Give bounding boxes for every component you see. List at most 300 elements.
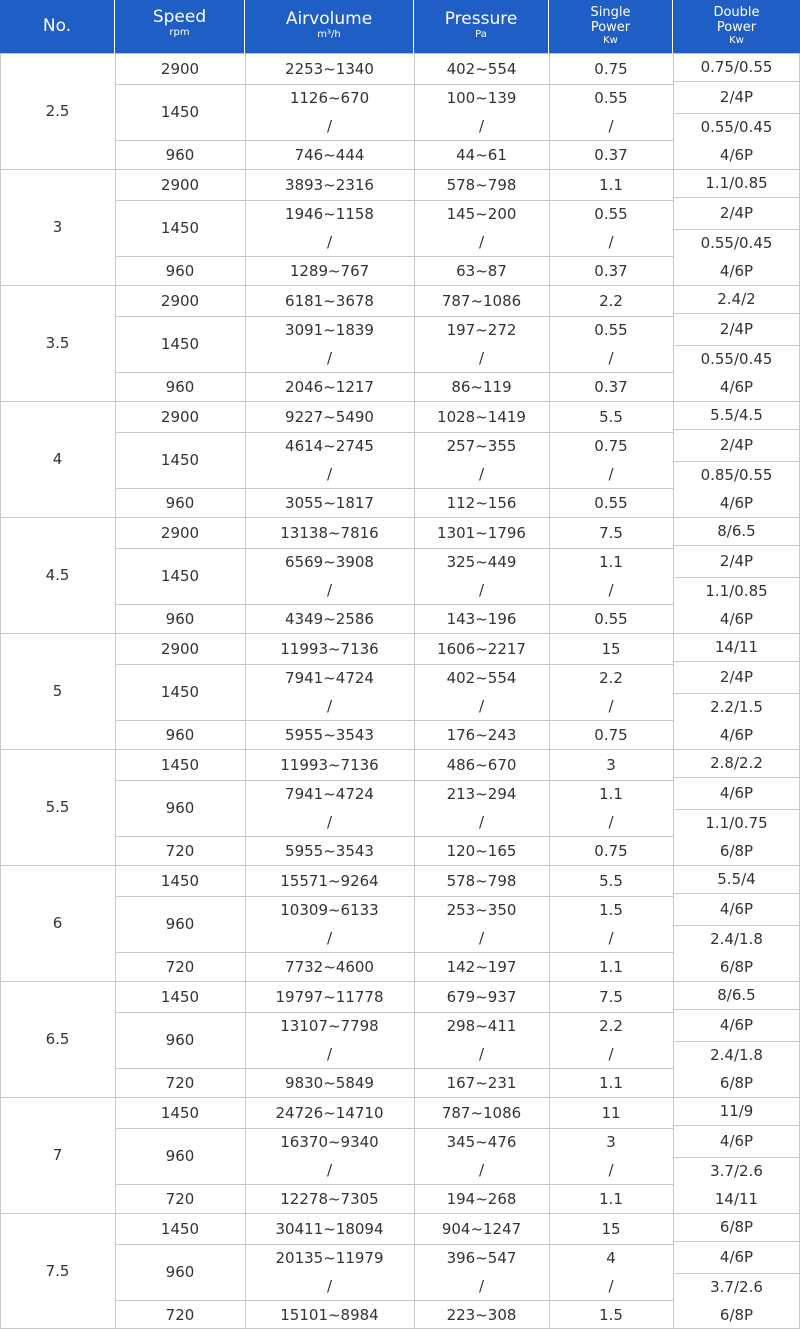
row-divider xyxy=(673,461,800,462)
row-divider xyxy=(115,1244,245,1245)
airvolume-value: 6181~3678 xyxy=(285,291,374,310)
airvolume-value: / xyxy=(326,349,333,367)
double-power-value: 4/6P xyxy=(719,1248,754,1266)
pressure-value: 213~294 xyxy=(446,785,517,803)
single-power-value: / xyxy=(608,929,614,947)
double-power-value: 6/8P xyxy=(719,1074,754,1092)
double-power-value: 4/6P xyxy=(719,1016,754,1034)
single-power-value: 0.75 xyxy=(594,437,628,455)
double-power-value: 6/8P xyxy=(719,842,754,860)
row-divider xyxy=(673,1041,800,1042)
group-number: 4.5 xyxy=(45,566,70,584)
row-divider xyxy=(673,1241,800,1242)
double-power-value: 8/6.5 xyxy=(717,522,756,540)
pressure-value: 325~449 xyxy=(446,553,517,571)
row-divider xyxy=(245,896,673,897)
row-divider xyxy=(115,604,245,605)
row-divider xyxy=(673,661,800,662)
pressure-value: 578~798 xyxy=(446,175,517,194)
pressure-value: 253~350 xyxy=(446,901,517,919)
speed-value: 2900 xyxy=(160,639,200,658)
speed-value: 1450 xyxy=(160,683,200,701)
row-divider xyxy=(245,1300,673,1301)
row-divider xyxy=(673,1009,800,1010)
single-power-value: 2.2 xyxy=(599,1017,623,1035)
pressure-value: 44~61 xyxy=(456,145,507,164)
speed-value: 1450 xyxy=(160,1219,200,1238)
single-power-value: 5.5 xyxy=(599,871,623,890)
single-power-value: 1.1 xyxy=(599,175,623,194)
row-divider xyxy=(115,432,245,433)
pressure-value: 1606~2217 xyxy=(437,639,526,658)
single-power-value: 1.1 xyxy=(599,553,623,571)
group-number: 3.5 xyxy=(45,334,70,352)
row-divider xyxy=(245,1068,673,1069)
double-power-value: 6/8P xyxy=(719,958,754,976)
row-divider xyxy=(115,1068,245,1069)
header-no-label: No. xyxy=(42,16,72,36)
group-number: 6 xyxy=(52,914,63,932)
row-divider xyxy=(673,229,800,230)
single-power-value: 5.5 xyxy=(599,407,623,426)
airvolume-value: 13107~7798 xyxy=(280,1017,379,1035)
row-divider xyxy=(0,169,800,170)
single-power-value: 1.5 xyxy=(599,1305,623,1324)
header-pressure-label: Pressure xyxy=(444,9,518,29)
double-power-value: 2.8/2.2 xyxy=(710,754,763,772)
airvolume-value: 3091~1839 xyxy=(285,321,374,339)
pressure-value: 345~476 xyxy=(446,1133,517,1151)
speed-value: 1450 xyxy=(160,219,200,237)
row-divider xyxy=(115,316,245,317)
row-divider xyxy=(673,1273,800,1274)
pressure-value: / xyxy=(478,465,485,483)
row-divider xyxy=(673,1125,800,1126)
pressure-value: / xyxy=(478,233,485,251)
pressure-value: / xyxy=(478,117,485,135)
single-power-value: / xyxy=(608,581,614,599)
group-number: 5 xyxy=(52,682,63,700)
double-power-value: 0.75/0.55 xyxy=(700,58,773,76)
row-divider xyxy=(115,140,245,141)
speed-value: 1450 xyxy=(160,871,200,890)
airvolume-value: 746~444 xyxy=(294,145,365,164)
header-pressure xyxy=(414,0,549,53)
row-divider xyxy=(245,256,673,257)
double-power-value: 4/6P xyxy=(719,1132,754,1150)
double-power-value: 0.55/0.45 xyxy=(700,118,773,136)
speed-value: 720 xyxy=(165,957,195,976)
pressure-value: 298~411 xyxy=(446,1017,517,1035)
single-power-value: 15 xyxy=(601,1219,621,1238)
row-divider xyxy=(115,664,245,665)
row-divider xyxy=(245,548,673,549)
single-power-value: / xyxy=(608,465,614,483)
row-divider xyxy=(673,693,800,694)
row-divider xyxy=(0,749,800,750)
pressure-value: / xyxy=(478,1045,485,1063)
header-speed-unit: rpm xyxy=(169,27,190,38)
group-number: 3 xyxy=(52,218,63,236)
airvolume-value: 24726~14710 xyxy=(275,1103,384,1122)
double-power-value: 0.55/0.45 xyxy=(700,350,773,368)
row-divider xyxy=(245,372,673,373)
double-power-value: 8/6.5 xyxy=(717,986,756,1004)
airvolume-value: / xyxy=(326,1161,333,1179)
airvolume-value: 9830~5849 xyxy=(285,1073,374,1092)
airvolume-value: 4349~2586 xyxy=(285,609,374,628)
airvolume-value: 1289~767 xyxy=(289,261,370,280)
double-power-value: 0.85/0.55 xyxy=(700,466,773,484)
airvolume-value: 3055~1817 xyxy=(285,493,374,512)
airvolume-value: 12278~7305 xyxy=(280,1189,379,1208)
row-divider xyxy=(245,1012,673,1013)
row-divider xyxy=(245,604,673,605)
single-power-value: / xyxy=(608,813,614,831)
speed-value: 1450 xyxy=(160,567,200,585)
speed-value: 960 xyxy=(165,1031,195,1049)
row-divider xyxy=(245,84,673,85)
airvolume-value: / xyxy=(326,929,333,947)
airvolume-value: 1946~1158 xyxy=(285,205,374,223)
pressure-value: 257~355 xyxy=(446,437,517,455)
row-divider xyxy=(115,256,245,257)
row-divider xyxy=(245,432,673,433)
single-power-value: 0.37 xyxy=(594,377,628,396)
speed-value: 2900 xyxy=(160,291,200,310)
speed-value: 1450 xyxy=(160,451,200,469)
pressure-value: 142~197 xyxy=(446,957,517,976)
pressure-value: 679~937 xyxy=(446,987,517,1006)
double-power-value: 4/6P xyxy=(719,610,754,628)
row-divider xyxy=(673,809,800,810)
row-divider xyxy=(673,81,800,82)
row-divider xyxy=(245,836,673,837)
speed-value: 720 xyxy=(165,1305,195,1324)
speed-value: 720 xyxy=(165,1189,195,1208)
speed-value: 960 xyxy=(165,145,195,164)
pressure-value: / xyxy=(478,813,485,831)
group-number: 5.5 xyxy=(45,798,70,816)
double-power-value: 2/4P xyxy=(719,88,754,106)
double-power-value: 1.1/0.85 xyxy=(705,582,768,600)
double-power-value: 6/8P xyxy=(719,1218,754,1236)
header-airvolume-unit: m³/h xyxy=(317,29,341,40)
single-power-value: 0.55 xyxy=(594,89,628,107)
airvolume-value: 19797~11778 xyxy=(275,987,384,1006)
pressure-value: 402~554 xyxy=(446,59,517,78)
row-divider xyxy=(0,865,800,866)
double-power-value: 4/6P xyxy=(719,146,754,164)
pressure-value: 1301~1796 xyxy=(437,523,526,542)
speed-value: 960 xyxy=(165,377,195,396)
speed-value: 2900 xyxy=(160,175,200,194)
row-divider xyxy=(115,952,245,953)
speed-value: 1450 xyxy=(160,103,200,121)
airvolume-value: / xyxy=(326,117,333,135)
header-single-line2: Power xyxy=(590,20,631,35)
row-divider xyxy=(115,1184,245,1185)
single-power-value: / xyxy=(608,1277,614,1295)
group-number: 7.5 xyxy=(45,1262,70,1280)
row-divider xyxy=(673,1157,800,1158)
speed-value: 1450 xyxy=(160,755,200,774)
single-power-value: 11 xyxy=(601,1103,621,1122)
row-divider xyxy=(673,313,800,314)
airvolume-value: 6569~3908 xyxy=(285,553,374,571)
pressure-value: 167~231 xyxy=(446,1073,517,1092)
header-double-line1: Double xyxy=(713,5,760,20)
pressure-value: 112~156 xyxy=(446,493,517,512)
row-divider xyxy=(245,1244,673,1245)
row-divider xyxy=(0,981,800,982)
row-divider xyxy=(245,780,673,781)
row-divider xyxy=(115,84,245,85)
pressure-value: 396~547 xyxy=(446,1249,517,1267)
airvolume-value: 11993~7136 xyxy=(280,755,379,774)
single-power-value: 1.5 xyxy=(599,901,623,919)
pressure-value: 197~272 xyxy=(446,321,517,339)
row-divider xyxy=(245,1128,673,1129)
group-number: 7 xyxy=(52,1146,63,1164)
header-single-power xyxy=(549,0,673,53)
double-power-value: 2/4P xyxy=(719,204,754,222)
speed-value: 1450 xyxy=(160,1103,200,1122)
speed-value: 960 xyxy=(165,609,195,628)
speed-value: 2900 xyxy=(160,523,200,542)
row-divider xyxy=(0,285,800,286)
double-power-value: 3.7/2.6 xyxy=(710,1278,763,1296)
single-power-value: 1.1 xyxy=(599,957,623,976)
double-power-value: 1.1/0.85 xyxy=(705,174,768,192)
header-airvolume xyxy=(245,0,414,53)
airvolume-value: 20135~11979 xyxy=(275,1249,384,1267)
row-divider xyxy=(673,577,800,578)
single-power-value: / xyxy=(608,697,614,715)
double-power-value: 4/6P xyxy=(719,494,754,512)
single-power-value: / xyxy=(608,1161,614,1179)
row-divider xyxy=(115,720,245,721)
airvolume-value: 10309~6133 xyxy=(280,901,379,919)
row-divider xyxy=(245,488,673,489)
double-power-value: 4/6P xyxy=(719,262,754,280)
row-divider xyxy=(0,53,800,54)
speed-value: 960 xyxy=(165,1147,195,1165)
speed-value: 720 xyxy=(165,841,195,860)
row-divider xyxy=(115,372,245,373)
single-power-value: 0.55 xyxy=(594,205,628,223)
speed-value: 960 xyxy=(165,799,195,817)
airvolume-value: / xyxy=(326,1277,333,1295)
airvolume-value: / xyxy=(326,581,333,599)
airvolume-value: 15571~9264 xyxy=(280,871,379,890)
row-divider xyxy=(115,488,245,489)
pressure-value: 904~1247 xyxy=(441,1219,522,1238)
single-power-value: 0.75 xyxy=(594,59,628,78)
airvolume-value: 11993~7136 xyxy=(280,639,379,658)
single-power-value: 0.75 xyxy=(594,841,628,860)
single-power-value: 1.1 xyxy=(599,785,623,803)
row-divider xyxy=(0,517,800,518)
single-power-value: 0.75 xyxy=(594,725,628,744)
row-divider xyxy=(115,1128,245,1129)
airvolume-value: 15101~8984 xyxy=(280,1305,379,1324)
pressure-value: 143~196 xyxy=(446,609,517,628)
airvolume-value: 30411~18094 xyxy=(275,1219,384,1238)
row-divider xyxy=(0,401,800,402)
double-power-value: 5.5/4 xyxy=(717,870,756,888)
double-power-value: 14/11 xyxy=(714,1190,759,1208)
double-power-value: 2/4P xyxy=(719,436,754,454)
row-divider xyxy=(115,200,245,201)
pressure-value: 86~119 xyxy=(451,377,512,396)
airvolume-value: 7941~4724 xyxy=(285,785,374,803)
row-divider xyxy=(245,140,673,141)
double-power-value: 14/11 xyxy=(714,638,759,656)
speed-value: 1450 xyxy=(160,335,200,353)
header-double-line2: Power xyxy=(716,20,757,35)
speed-value: 960 xyxy=(165,725,195,744)
single-power-value: 2.2 xyxy=(599,291,623,310)
airvolume-value: 2046~1217 xyxy=(285,377,374,396)
double-power-value: 4/6P xyxy=(719,378,754,396)
double-power-value: 5.5/4.5 xyxy=(710,406,763,424)
row-divider xyxy=(673,429,800,430)
row-divider xyxy=(673,777,800,778)
header-airvolume-label: Airvolume xyxy=(285,9,373,29)
row-divider xyxy=(115,548,245,549)
double-power-value: 11/9 xyxy=(719,1102,754,1120)
double-power-value: 4/6P xyxy=(719,784,754,802)
airvolume-value: / xyxy=(326,697,333,715)
speed-value: 720 xyxy=(165,1073,195,1092)
single-power-value: 3 xyxy=(606,755,616,774)
pressure-value: 787~1086 xyxy=(441,291,522,310)
speed-value: 960 xyxy=(165,493,195,512)
pressure-value: 194~268 xyxy=(446,1189,517,1208)
speed-value: 960 xyxy=(165,261,195,280)
speed-value: 960 xyxy=(165,915,195,933)
pressure-value: 176~243 xyxy=(446,725,517,744)
row-divider xyxy=(0,633,800,634)
double-power-value: 2/4P xyxy=(719,552,754,570)
row-divider xyxy=(673,113,800,114)
pressure-value: / xyxy=(478,1161,485,1179)
speed-value: 960 xyxy=(165,1263,195,1281)
double-power-value: 2/4P xyxy=(719,668,754,686)
airvolume-value: 5955~3543 xyxy=(285,725,374,744)
row-divider xyxy=(115,836,245,837)
airvolume-value: 2253~1340 xyxy=(285,59,374,78)
single-power-value: 3 xyxy=(606,1133,616,1151)
double-power-value: 2.4/2 xyxy=(717,290,756,308)
row-divider xyxy=(245,200,673,201)
row-divider xyxy=(245,316,673,317)
row-divider xyxy=(673,197,800,198)
pressure-value: / xyxy=(478,581,485,599)
pressure-value: 63~87 xyxy=(456,261,507,280)
header-double-power xyxy=(673,0,800,53)
group-number: 2.5 xyxy=(45,102,70,120)
speed-value: 1450 xyxy=(160,987,200,1006)
airvolume-value: 16370~9340 xyxy=(280,1133,379,1151)
pressure-value: 100~139 xyxy=(446,89,517,107)
single-power-value: / xyxy=(608,1045,614,1063)
row-divider xyxy=(245,952,673,953)
row-divider xyxy=(0,1213,800,1214)
pressure-value: / xyxy=(478,697,485,715)
row-divider xyxy=(245,1184,673,1185)
single-power-value: 4 xyxy=(606,1249,616,1267)
header-single-unit: Kw xyxy=(603,35,618,46)
pressure-value: 402~554 xyxy=(446,669,517,687)
double-power-value: 3.7/2.6 xyxy=(710,1162,763,1180)
pressure-value: 486~670 xyxy=(446,755,517,774)
header-speed xyxy=(115,0,245,53)
single-power-value: / xyxy=(608,233,614,251)
double-power-value: 6/8P xyxy=(719,1306,754,1324)
single-power-value: 1.1 xyxy=(599,1189,623,1208)
row-divider xyxy=(673,545,800,546)
row-divider xyxy=(115,780,245,781)
single-power-value: 7.5 xyxy=(599,987,623,1006)
double-power-value: 2.4/1.8 xyxy=(710,1046,763,1064)
group-number: 6.5 xyxy=(45,1030,70,1048)
single-power-value: 0.55 xyxy=(594,321,628,339)
pressure-value: 578~798 xyxy=(446,871,517,890)
row-divider xyxy=(673,893,800,894)
single-power-value: 0.37 xyxy=(594,145,628,164)
single-power-value: / xyxy=(608,117,614,135)
pressure-value: / xyxy=(478,929,485,947)
speed-value: 2900 xyxy=(160,407,200,426)
pressure-value: 787~1086 xyxy=(441,1103,522,1122)
single-power-value: 15 xyxy=(601,639,621,658)
header-single-line1: Single xyxy=(590,5,631,20)
double-power-value: 2.4/1.8 xyxy=(710,930,763,948)
header-pressure-unit: Pa xyxy=(475,29,487,40)
row-divider xyxy=(0,1328,800,1329)
single-power-value: 0.55 xyxy=(594,609,628,628)
row-divider xyxy=(673,345,800,346)
pressure-value: 223~308 xyxy=(446,1305,517,1324)
pressure-value: 145~200 xyxy=(446,205,517,223)
row-divider xyxy=(673,925,800,926)
airvolume-value: / xyxy=(326,813,333,831)
pressure-value: / xyxy=(478,349,485,367)
single-power-value: 0.55 xyxy=(594,493,628,512)
single-power-value: / xyxy=(608,349,614,367)
airvolume-value: 3893~2316 xyxy=(285,175,374,194)
double-power-value: 4/6P xyxy=(719,900,754,918)
row-divider xyxy=(245,664,673,665)
row-divider xyxy=(115,1300,245,1301)
single-power-value: 7.5 xyxy=(599,523,623,542)
header-speed-label: Speed xyxy=(152,7,207,27)
airvolume-value: / xyxy=(326,233,333,251)
row-divider xyxy=(0,1097,800,1098)
airvolume-value: 9227~5490 xyxy=(285,407,374,426)
row-divider xyxy=(115,896,245,897)
airvolume-value: / xyxy=(326,1045,333,1063)
airvolume-value: 7941~4724 xyxy=(285,669,374,687)
airvolume-value: 4614~2745 xyxy=(285,437,374,455)
row-divider xyxy=(115,1012,245,1013)
airvolume-value: 5955~3543 xyxy=(285,841,374,860)
speed-value: 2900 xyxy=(160,59,200,78)
double-power-value: 4/6P xyxy=(719,726,754,744)
group-number: 4 xyxy=(52,450,63,468)
